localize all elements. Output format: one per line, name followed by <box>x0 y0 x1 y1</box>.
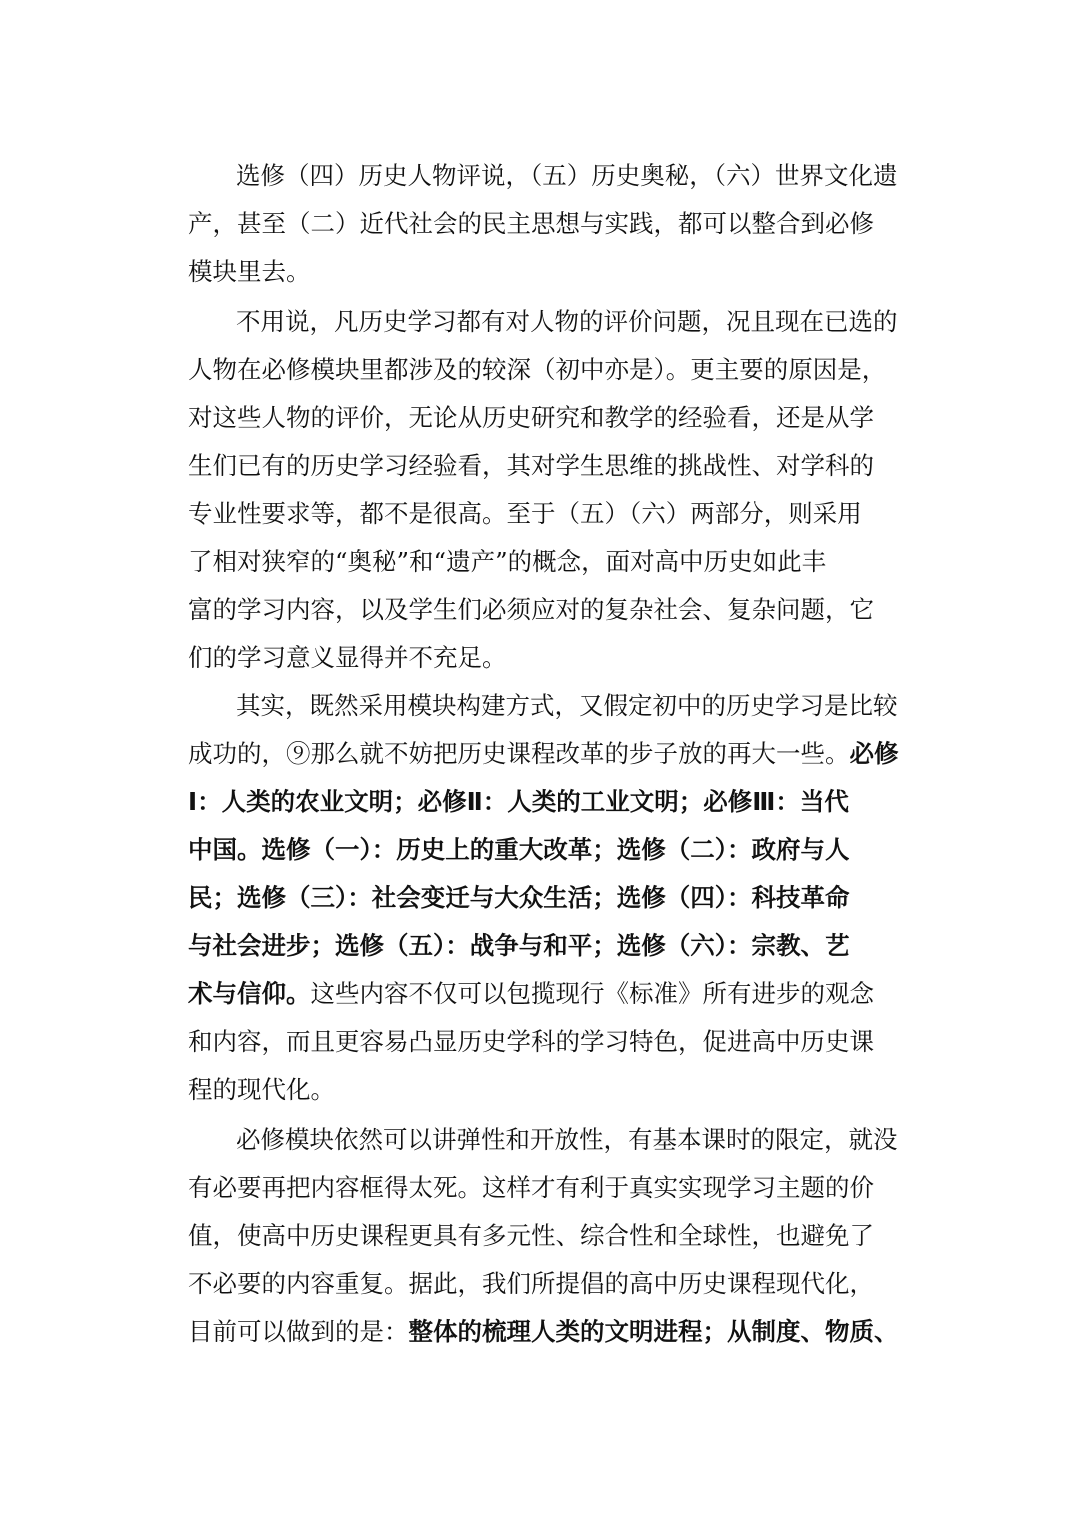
text-line <box>236 302 908 342</box>
text-line <box>188 446 908 486</box>
text-line <box>188 204 908 244</box>
text-line <box>188 926 908 966</box>
text-line <box>188 878 908 918</box>
text-segment: 其实，既然采用模块构建方式，又假定初中的历史学习是比较 <box>236 691 898 720</box>
bold-text-segment: 中国。选修（一）：历史上的重大改革；选修（二）：政府与人 <box>188 835 850 864</box>
text-line <box>188 1312 908 1352</box>
text-line <box>188 252 908 292</box>
text-line <box>188 398 908 438</box>
text-segment: 有必要再把内容框得太死。这样才有利于真实实现学习主题的价 <box>188 1173 874 1202</box>
text-segment: 富的学习内容，以及学生们必须应对的复杂社会、复杂问题，它 <box>188 595 874 624</box>
text-line <box>188 1070 908 1110</box>
text-segment: 程的现代化。 <box>188 1075 335 1104</box>
text-line <box>236 1120 908 1160</box>
text-line <box>188 350 908 390</box>
text-line <box>188 1022 908 1062</box>
text-segment: 们的学习意义显得并不充足。 <box>188 643 507 672</box>
text-segment: 生们已有的历史学习经验看，其对学生思维的挑战性、对学科的 <box>188 451 874 480</box>
text-line <box>188 590 908 630</box>
text-line <box>188 734 908 774</box>
text-segment: 模块里去。 <box>188 257 311 286</box>
bold-text-segment: 整体的梳理人类的文明进程；从制度、物质、 <box>408 1317 899 1346</box>
text-segment: 人物在必修模块里都涉及的较深（初中亦是）。更主要的原因是， <box>188 355 887 384</box>
text-segment: 不用说，凡历史学习都有对人物的评价问题，况且现在已选的 <box>236 307 898 336</box>
bold-text-segment: 必修 <box>849 739 899 768</box>
text-segment: 选修（四）历史人物评说，（五）历史奥秘，（六）世界文化遗 <box>236 161 898 190</box>
text-line <box>236 156 908 196</box>
bold-text-segment: 术与信仰。 <box>188 979 311 1008</box>
text-line <box>188 974 908 1014</box>
text-segment: 必修模块依然可以讲弹性和开放性，有基本课时的限定，就没 <box>236 1125 898 1154</box>
text-segment: 对这些人物的评价，无论从历史研究和教学的经验看，还是从学 <box>188 403 874 432</box>
text-segment: 产，甚至（二）近代社会的民主思想与实践，都可以整合到必修 <box>188 209 874 238</box>
text-segment: 值，使高中历史课程更具有多元性、综合性和全球性，也避免了 <box>188 1221 874 1250</box>
text-line <box>188 494 908 534</box>
text-line <box>188 542 908 582</box>
text-segment: 专业性要求等，都不是很高。至于（五）（六）两部分，则采用 <box>188 499 862 528</box>
text-line <box>188 1168 908 1208</box>
text-segment: 目前可以做到的是： <box>188 1317 409 1346</box>
text-segment: 和内容，而且更容易凸显历史学科的学习特色，促进高中历史课 <box>188 1027 874 1056</box>
text-line <box>188 1216 908 1256</box>
text-line <box>188 830 908 870</box>
text-segment: 成功的，⑨那么就不妨把历史课程改革的步子放的再大一些。 <box>188 739 850 768</box>
text-segment: 不必要的内容重复。据此，我们所提倡的高中历史课程现代化， <box>188 1269 874 1298</box>
bold-text-segment: 民；选修（三）：社会变迁与大众生活；选修（四）：科技革命 <box>188 883 850 912</box>
bold-text-segment: Ⅰ：人类的农业文明；必修Ⅱ：人类的工业文明；必修Ⅲ：当代 <box>188 787 849 816</box>
text-line <box>188 782 908 822</box>
text-line <box>188 638 908 678</box>
text-segment: 这些内容不仅可以包揽现行《标准》所有进步的观念 <box>310 979 874 1008</box>
text-line <box>188 1264 908 1304</box>
bold-text-segment: 与社会进步；选修（五）：战争与和平；选修（六）：宗教、艺 <box>188 931 850 960</box>
text-segment: 了相对狭窄的“奥秘”和“遗产”的概念，面对高中历史如此丰 <box>188 547 827 576</box>
text-line <box>236 686 908 726</box>
